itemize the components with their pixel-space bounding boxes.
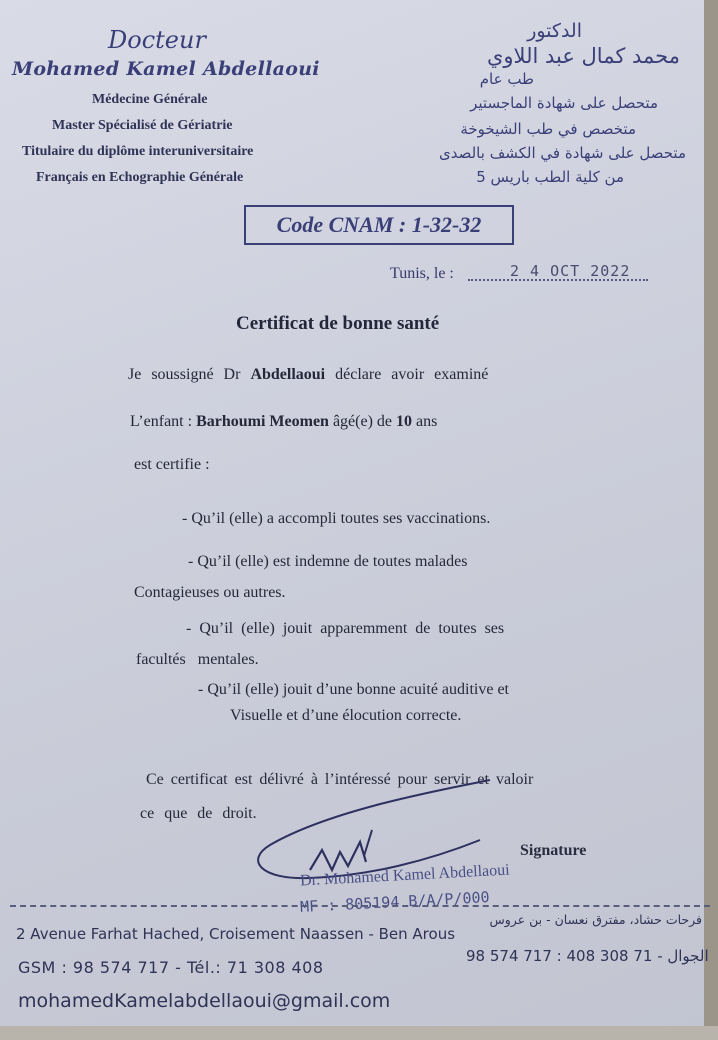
arabic-doctor-name: محمد كمال عبد اللاوي <box>486 44 680 68</box>
closing-line-1: Ce certificat est délivré à l’intéressé pour servir et valoir <box>146 771 534 788</box>
declaration-suffix: déclare avoir examiné <box>335 366 489 383</box>
certificate-title: Certificat de bonne santé <box>236 313 440 334</box>
footer-address: 2 Avenue Farhat Hached, Croisement Naassen - Ben Arous <box>16 925 456 943</box>
bullet-facultes-1: - Qu’il (elle) jouit apparemment de toutes ses <box>186 620 505 637</box>
bullet-acuite-2: Visuelle et d’une élocution correcte. <box>230 707 462 724</box>
child-name: Barhoumi Meomen <box>196 413 329 430</box>
date-label: Tunis, le : <box>390 265 454 282</box>
bullet-vaccinations: - Qu’il (elle) a accompli toutes ses vaccinations. <box>182 510 491 527</box>
credential-2: Master Spécialisé de Gériatrie <box>52 118 233 133</box>
credential-1: Médecine Générale <box>92 92 208 107</box>
age-suffix: ans <box>416 413 438 430</box>
docteur-label: Docteur <box>108 26 206 54</box>
bullet-acuite-1: - Qu’il (elle) jouit d’une bonne acuité auditive et <box>198 681 509 698</box>
paper-edge <box>704 0 718 1040</box>
arabic-credential-2: متخصص في طب الشيخوخة <box>460 120 636 138</box>
code-cnam-text: Code CNAM : 1-32-32 <box>276 212 482 237</box>
bullet-indemne-1: - Qu’il (elle) est indemne de toutes malades <box>188 553 468 570</box>
paper-bottom-edge <box>0 1026 718 1040</box>
footer-email: mohamedKamelabdellaoui@gmail.com <box>18 990 391 1012</box>
date-stamp: 2 4 OCT 2022 <box>510 262 631 280</box>
arabic-credential-4: من كلية الطب باريس 5 <box>476 168 624 186</box>
bullet-indemne-2: Contagieuses ou autres. <box>134 584 286 601</box>
declaring-doctor: Abdellaoui <box>250 366 326 383</box>
child-prefix: L’enfant : <box>130 413 193 430</box>
credential-4: Français en Echographie Générale <box>36 170 244 185</box>
age-value: 10 <box>396 413 412 430</box>
credential-3: Titulaire du diplôme interuniversitaire <box>22 144 254 159</box>
arabic-credential-1: متحصل على شهادة الماجستير <box>470 94 658 112</box>
doctor-name: Mohamed Kamel Abdellaoui <box>12 58 320 80</box>
age-prefix: âgé(e) de <box>332 413 392 430</box>
footer-phone: GSM : 98 574 717 - Tél.: 71 308 408 <box>18 958 324 977</box>
certifie-label: est certifie : <box>134 456 210 473</box>
bullet-facultes-2: facultés mentales. <box>136 651 259 668</box>
arabic-specialty: طب عام <box>479 70 534 88</box>
child-line <box>130 413 437 431</box>
footer-separator <box>10 905 710 907</box>
footer-arabic-phone: 98 574 717 : الجوال - 71 308 408 <box>466 947 709 965</box>
footer-arabic-address: فرحات حشاد، مفترق نعسان - بن عروس <box>489 912 702 927</box>
declaration-prefix: Je soussigné Dr <box>128 366 241 383</box>
arabic-credential-3: متحصل على شهادة في الكشف بالصدى <box>438 144 686 162</box>
closing-line-2: ce que de droit. <box>140 805 257 822</box>
stamp-fiscal-id: MF : 805194 B/A/P/000 <box>299 888 490 916</box>
declaration-line <box>128 366 488 384</box>
code-cnam-box <box>244 205 514 245</box>
arabic-title: الدكتور <box>527 20 582 42</box>
stamp-doctor-name: Dr. Mohamed Kamel Abdellaoui <box>299 861 511 890</box>
signature-label: Signature <box>520 842 587 859</box>
